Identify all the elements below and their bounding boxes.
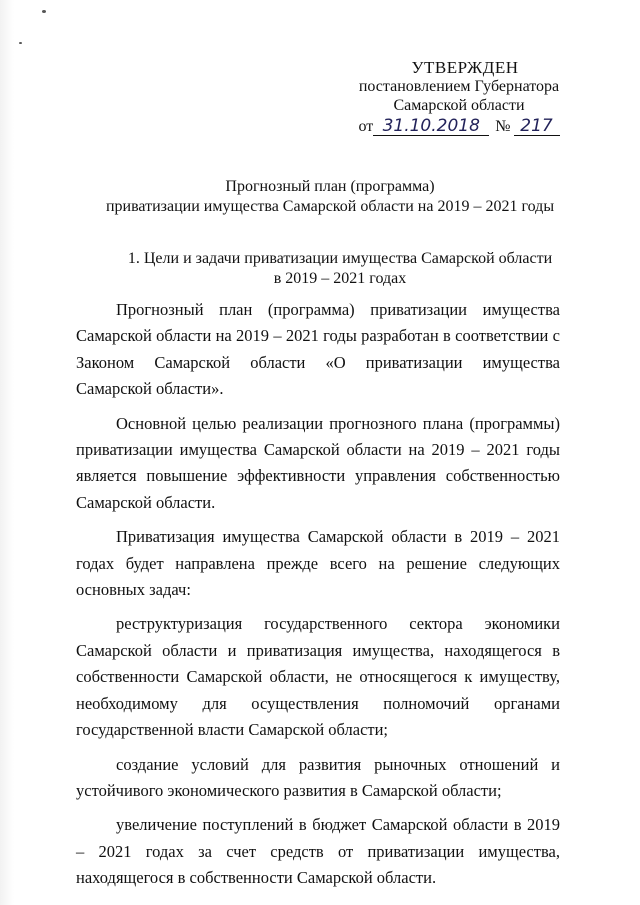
approval-date-number-row bbox=[344, 117, 574, 136]
body-paragraph: создание условий для развития рыночных отношений и устойчивого экономического развития в Самарской области; bbox=[76, 754, 560, 800]
body-paragraph: реструктуризация государственного сектора экономики Самарской области и приватизация имущества, находящегося в собственности Самарской области, не относящегося к имуществу, необходимому для осуществления полномочий органами государственной власти Самарской области; bbox=[76, 614, 560, 740]
document-title bbox=[60, 177, 600, 217]
page-edge-shadow bbox=[0, 0, 14, 905]
scan-speck bbox=[42, 10, 46, 13]
section-heading-line2: в 2019 – 2021 годах bbox=[273, 270, 407, 287]
approved-heading: УТВЕРЖДЕН bbox=[411, 58, 519, 77]
section-heading-line1: 1. Цели и задачи приватизации имущества Самарской области bbox=[127, 250, 553, 267]
scan-speck bbox=[19, 42, 22, 44]
document-title-line2: приватизации имущества Самарской области на 2019 – 2021 годы bbox=[105, 198, 555, 215]
number-prefix: № bbox=[495, 118, 511, 135]
date-prefix: от bbox=[358, 118, 374, 135]
approval-stamp-block bbox=[344, 58, 574, 136]
body-paragraph: Приватизация имущества Самарской области в 2019 – 2021 годах будет направлена прежде всего на решение следующих основных задач: bbox=[76, 527, 560, 600]
handwritten-number: 217 bbox=[514, 117, 560, 136]
body-paragraph: Прогнозный план (программа) приватизации имущества Самарской области на 2019 – 2021 годы разработан в соответствии с Законом Самарской области «О приватизации имущества Самарской области». bbox=[76, 300, 560, 399]
approval-line-region: Самарской области bbox=[393, 97, 525, 114]
handwritten-date: 31.10.2018 bbox=[373, 117, 489, 136]
approval-line-governor: постановлением Губернатора bbox=[358, 78, 560, 95]
section-heading bbox=[120, 249, 560, 289]
document-title-line1: Прогнозный план (программа) bbox=[225, 178, 435, 195]
body-paragraph: увеличение поступлений в бюджет Самарской области в 2019 – 2021 годах за счет средств от приватизации имущества, находящегося в собственности Самарской области. bbox=[76, 815, 560, 888]
document-body bbox=[76, 297, 560, 900]
body-paragraph: Основной целью реализации прогнозного плана (программы) приватизации имущества Самарской области на 2019 – 2021 годы является повышение эффективности управления собственностью Самарской области. bbox=[76, 413, 560, 512]
